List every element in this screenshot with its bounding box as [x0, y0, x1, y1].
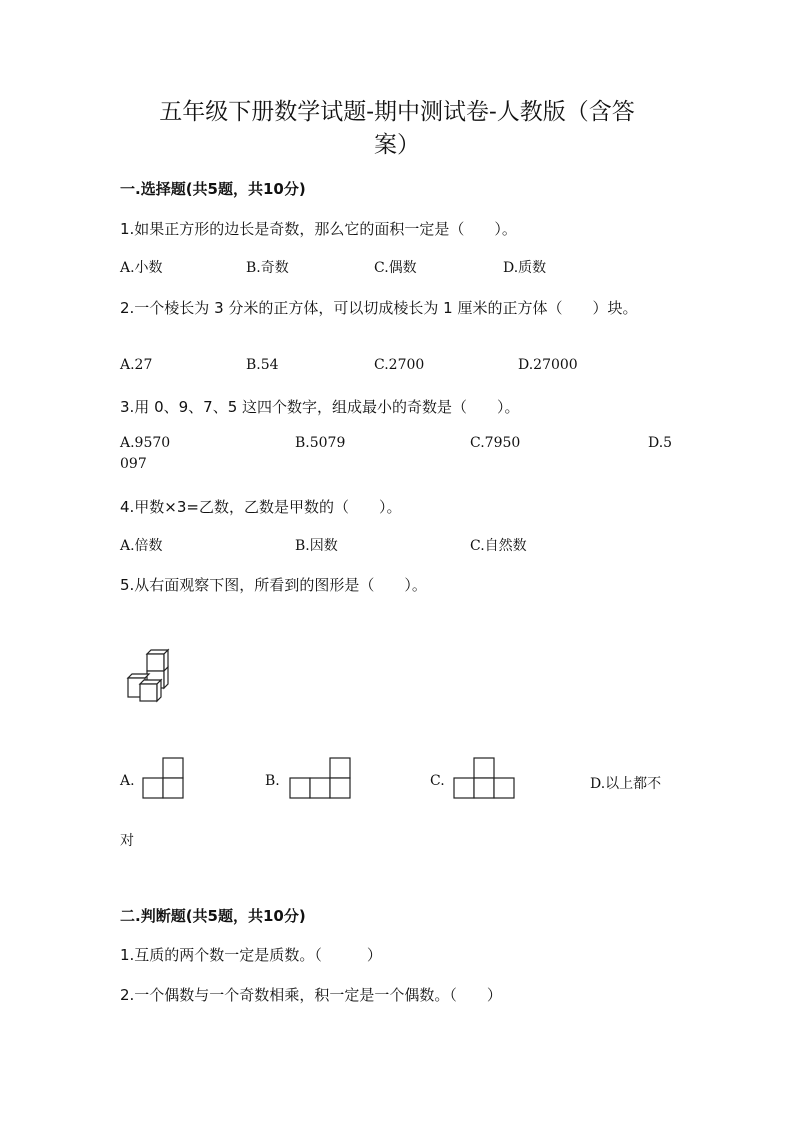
- page-title-line2: 案）: [374, 132, 420, 158]
- question-1-text: 1.如果正方形的边长是奇数，那么它的面积一定是（ ）。: [120, 220, 517, 238]
- question-5-text: 5.从右面观察下图，所看到的图形是（ ）。: [120, 576, 427, 594]
- q5-option-c-figure: [453, 757, 517, 799]
- q2-option-c: C.2700: [374, 357, 425, 373]
- q4-option-c: C.自然数: [470, 538, 527, 554]
- q3-option-c: C.7950: [470, 435, 521, 451]
- q1-option-a: A.小数: [120, 260, 163, 276]
- cube-stack-figure: [122, 650, 182, 710]
- q1-option-d: D.质数: [503, 260, 547, 276]
- q3-option-d: D.5: [648, 435, 673, 451]
- q3-option-b: B.5079: [295, 435, 346, 451]
- q5-option-a: A.: [120, 773, 135, 789]
- q5-option-c: C.: [430, 773, 445, 789]
- judge-question-1-text: 1.互质的两个数一定是质数。（ ）: [120, 946, 382, 964]
- page-title-line1: 五年级下册数学试题-期中测试卷-人教版（含答: [159, 99, 635, 125]
- section2-heading: 二.判断题(共5题，共10分): [120, 907, 306, 925]
- q2-option-b: B.54: [246, 357, 279, 373]
- q1-option-c: C.偶数: [374, 260, 417, 276]
- q2-option-d: D.27000: [518, 357, 578, 373]
- q1-option-b: B.奇数: [246, 260, 289, 276]
- q5-option-a-figure: [142, 757, 186, 799]
- question-2-text: 2.一个棱长为 3 分米的正方体，可以切成棱长为 1 厘米的正方体（ ）块。: [120, 299, 638, 317]
- section1-heading: 一.选择题(共5题，共10分): [120, 180, 306, 198]
- q5-option-b: B.: [265, 773, 280, 789]
- question-4-text: 4.甲数×3=乙数，乙数是甲数的（ ）。: [120, 498, 402, 516]
- q5-option-d-wrap: 对: [120, 833, 134, 849]
- q4-option-b: B.因数: [295, 538, 338, 554]
- judge-question-2-text: 2.一个偶数与一个奇数相乘，积一定是一个偶数。（ ）: [120, 986, 502, 1004]
- q5-option-d: D.以上都不: [590, 776, 662, 792]
- q3-option-d-wrap: 097: [120, 456, 147, 472]
- question-3-text: 3.用 0、9、7、5 这四个数字，组成最小的奇数是（ ）。: [120, 398, 520, 416]
- q5-option-b-figure: [289, 757, 353, 799]
- q4-option-a: A.倍数: [120, 538, 163, 554]
- q3-option-a: A.9570: [120, 435, 171, 451]
- q2-option-a: A.27: [120, 357, 153, 373]
